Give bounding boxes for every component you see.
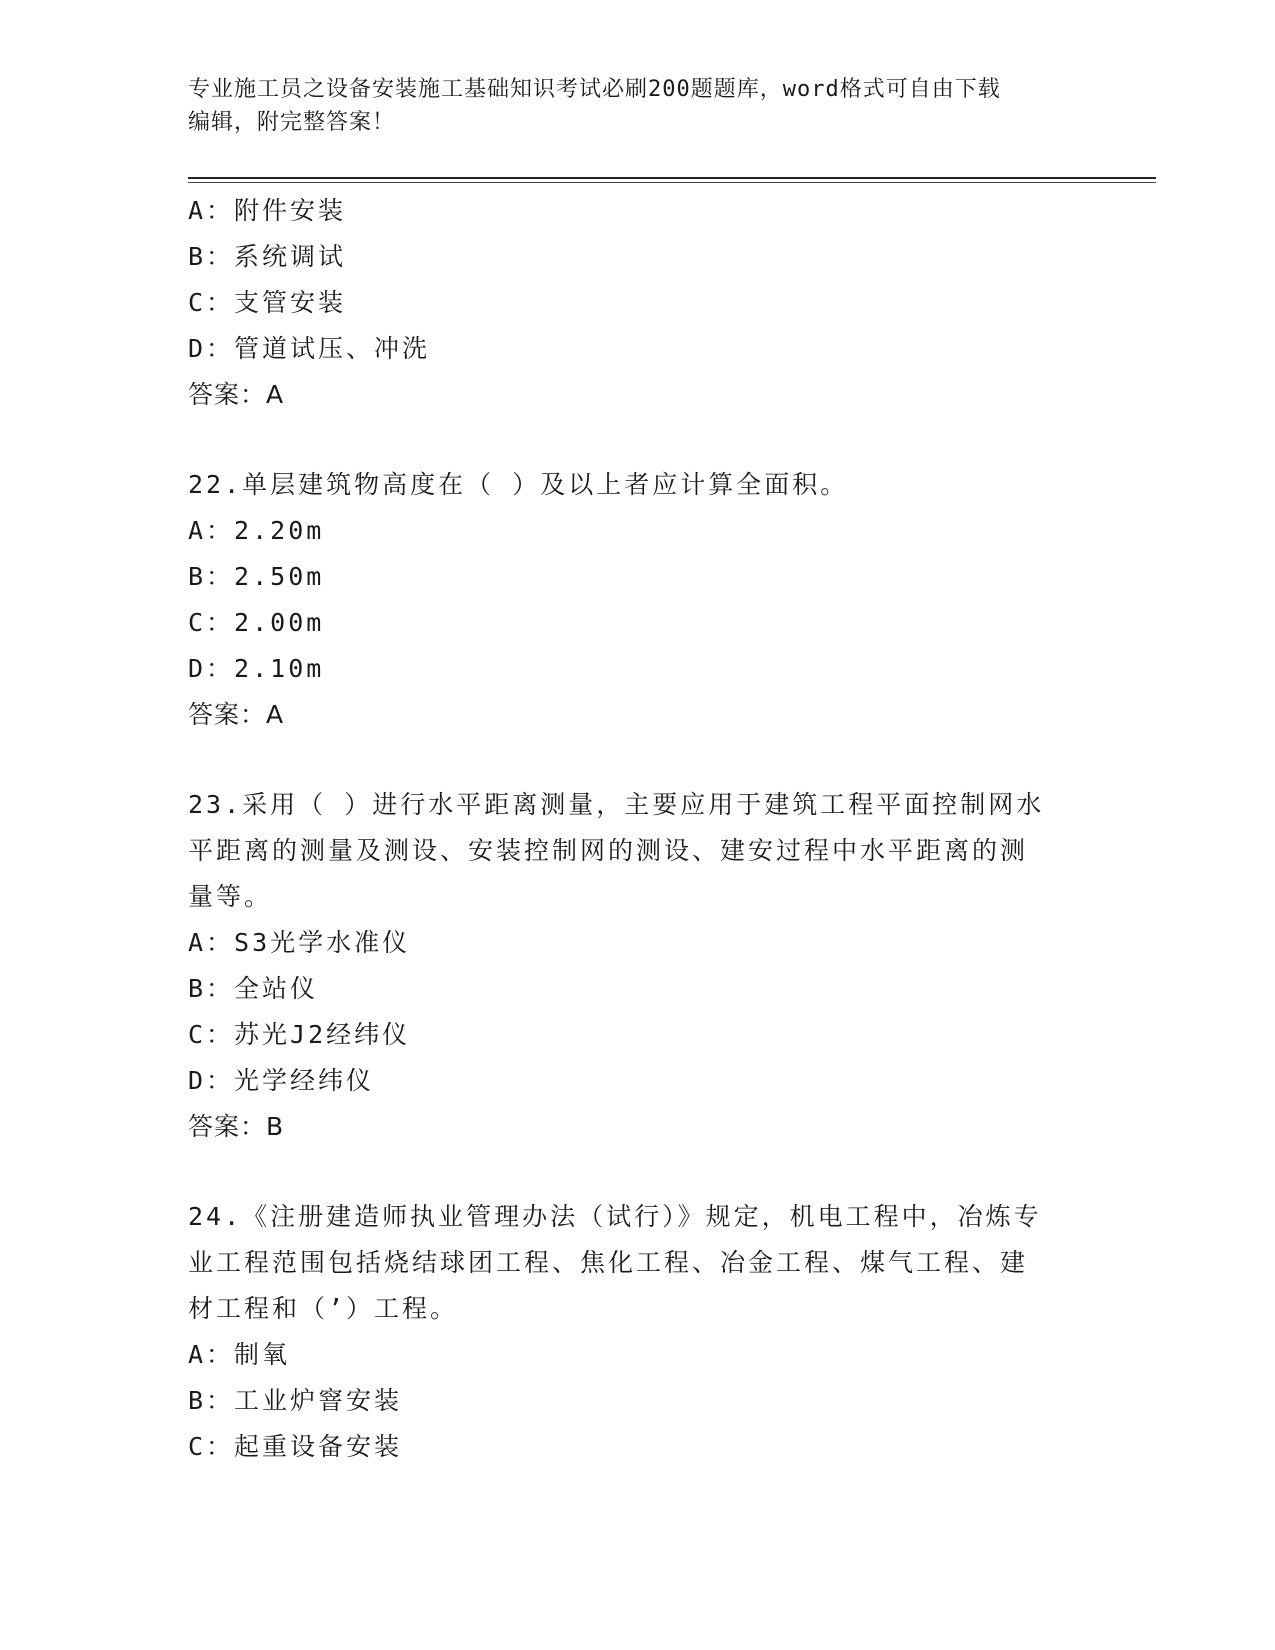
header-rule-thick	[188, 177, 1156, 179]
question-stem-line-3: 材工程和（’）工程。	[188, 1294, 459, 1323]
question-stem-line-1: 24.《注册建造师执业管理办法（试行）》规定，机电工程中，冶炼专	[188, 1202, 1042, 1231]
header-rule-thin	[188, 182, 1156, 183]
option-c: C：2.00m	[188, 608, 325, 637]
document-body	[188, 188, 1088, 1470]
question-21	[188, 188, 1088, 418]
option-c: C：支管安装	[188, 288, 347, 317]
question-stem-line-1: 23.采用（ ）进行水平距离测量，主要应用于建筑工程平面控制网水	[188, 790, 1045, 819]
question-24	[188, 1194, 1088, 1470]
question-22	[188, 462, 1088, 738]
option-c: C：苏光J2经纬仪	[188, 1020, 411, 1049]
option-b: B：全站仪	[188, 974, 319, 1003]
question-23	[188, 782, 1088, 1150]
option-c: C：起重设备安装	[188, 1432, 403, 1461]
question-stem-line-3: 量等。	[188, 882, 273, 911]
option-d: D：2.10m	[188, 654, 325, 683]
question-stem-line-2: 业工程范围包括烧结球团工程、焦化工程、冶金工程、煤气工程、建	[188, 1248, 1029, 1277]
question-stem: 22.单层建筑物高度在（ ）及以上者应计算全面积。	[188, 470, 849, 499]
answer: 答案：B	[188, 1112, 285, 1141]
header-line-1: 专业施工员之设备安装施工基础知识考试必刷200题题库，word格式可自由下载	[188, 77, 1001, 102]
question-stem-line-2: 平距离的测量及测设、安装控制网的测设、建安过程中水平距离的测	[188, 836, 1029, 865]
option-b: B：2.50m	[188, 562, 325, 591]
option-d: D：管道试压、冲洗	[188, 334, 431, 363]
option-a: A：S3光学水准仪	[188, 928, 411, 957]
header-line-2: 编辑，附完整答案！	[188, 110, 396, 135]
option-a: A：附件安装	[188, 196, 347, 225]
option-d: D：光学经纬仪	[188, 1066, 375, 1095]
document-header	[188, 73, 1088, 139]
option-b: B：工业炉窨安装	[188, 1386, 403, 1415]
answer: 答案：A	[188, 700, 285, 729]
answer: 答案：A	[188, 380, 285, 409]
option-b: B：系统调试	[188, 242, 347, 271]
option-a: A：2.20m	[188, 516, 325, 545]
option-a: A：制氧	[188, 1340, 291, 1369]
